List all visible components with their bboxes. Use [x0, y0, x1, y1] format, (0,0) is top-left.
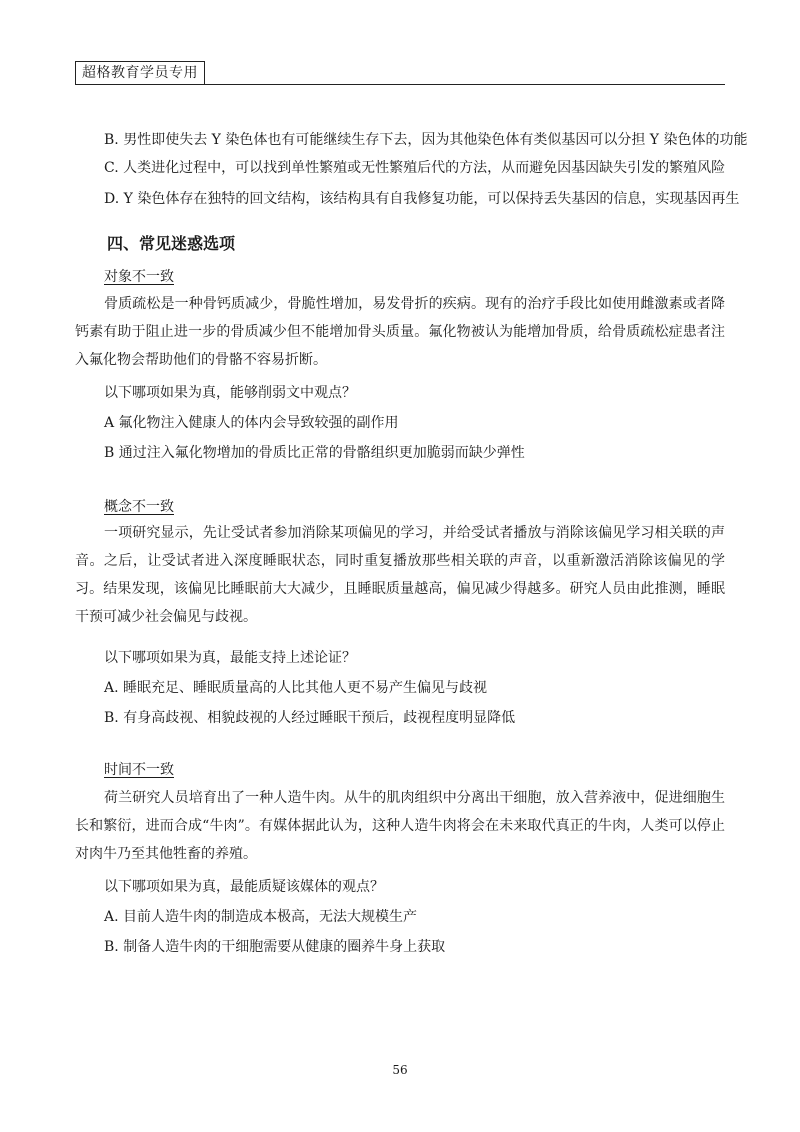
question-2: 以下哪项如果为真，最能支持上述论证？	[104, 650, 356, 666]
page-number: 56	[392, 1063, 408, 1077]
option-c-top: C. 人类进化过程中，可以找到单性繁殖或无性繁殖后代的方法，从而避免因基因缺失引发的繁殖风险	[104, 160, 726, 176]
paragraph-3: 荷兰研究人员培育出了一种人造牛肉。从牛的肌肉组织中分离出干细胞，放入营养液中，促进细胞生长和繁衍，进而合成“牛肉”。有媒体据此认为，这种人造牛肉将会在未来取代真正的牛肉，人类可以停止对肉牛乃至其他牲畜的养殖。	[75, 790, 725, 862]
option-1b: B 通过注入氟化物增加的骨质比正常的骨骼组织更加脆弱而缺少弹性	[104, 445, 525, 461]
option-3b: B. 制备人造牛肉的干细胞需要从健康的圈养牛身上获取	[104, 939, 446, 955]
option-1a: A 氟化物注入健康人的体内会导致较强的副作用	[104, 415, 399, 431]
option-b-top: B. 男性即使失去 Y 染色体也有可能继续生存下去，因为其他染色体有类似基因可以分担 Y 染色体的功能	[104, 132, 748, 148]
option-d-top: D. Y 染色体存在独特的回文结构，该结构具有自我修复功能，可以保持丢失基因的信息，实现基因再生	[104, 191, 740, 207]
subtitle-time-mismatch: 时间不一致	[104, 762, 174, 778]
option-2b: B. 有身高歧视、相貌歧视的人经过睡眠干预后，歧视程度明显降低	[104, 710, 516, 726]
option-2a: A. 睡眠充足、睡眠质量高的人比其他人更不易产生偏见与歧视	[104, 680, 488, 696]
section-title: 四、常见迷惑选项	[107, 234, 236, 253]
paragraph-2: 一项研究显示，先让受试者参加消除某项偏见的学习，并给受试者播放与消除该偏见学习相关联的声音。之后，让受试者进入深度睡眠状态，同时重复播放那些相关联的声音，以重新激活消除该偏见的学习。结果发现，该偏见比睡眠前大大减少，且睡眠质量越高，偏见减少得越多。研究人员由此推测，睡眠干预可减少社会偏见与歧视。	[75, 525, 725, 625]
question-3: 以下哪项如果为真，最能质疑该媒体的观点？	[104, 879, 384, 895]
subtitle-object-mismatch: 对象不一致	[104, 269, 174, 285]
paragraph-1: 骨质疏松是一种骨钙质减少，骨脆性增加，易发骨折的疾病。现有的治疗手段比如使用雌激素或者降钙素有助于阻止进一步的骨质减少但不能增加骨头质量。氟化物被认为能增加骨质，给骨质疏松症患者注入氟化物会帮助他们的骨骼不容易折断。	[75, 296, 725, 368]
subtitle-concept-mismatch: 概念不一致	[104, 499, 174, 515]
question-1: 以下哪项如果为真，能够削弱文中观点？	[104, 385, 356, 401]
header-divider	[75, 84, 725, 85]
option-3a: A. 目前人造牛肉的制造成本极高，无法大规模生产	[104, 909, 418, 925]
header-label: 超格教育学员专用	[75, 61, 205, 85]
